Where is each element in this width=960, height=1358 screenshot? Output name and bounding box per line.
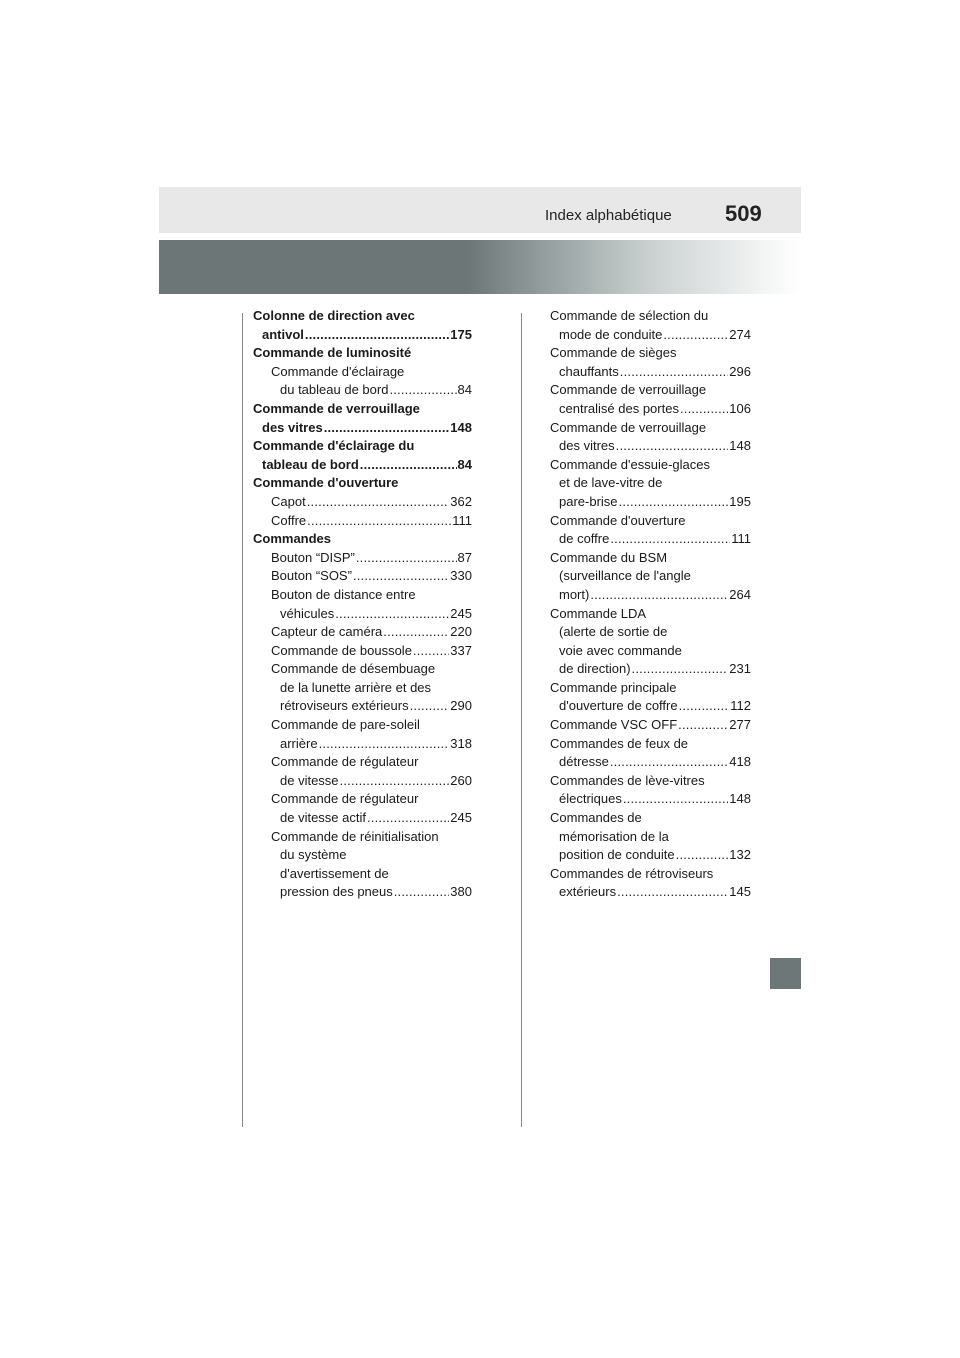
index-entry bbox=[550, 697, 751, 716]
dot-leader bbox=[353, 567, 449, 586]
index-entry bbox=[253, 456, 472, 475]
entry-text: Commandes bbox=[253, 531, 332, 547]
entry-text: véhicules bbox=[280, 605, 335, 621]
dot-leader bbox=[340, 772, 450, 791]
entry-page-number: 175 bbox=[450, 326, 472, 342]
dot-leader bbox=[307, 512, 451, 531]
dot-leader bbox=[383, 623, 449, 642]
entry-text: Commande du BSM bbox=[550, 549, 668, 565]
entry-text: Commandes de rétroviseurs bbox=[550, 865, 714, 881]
entry-text: voie avec commande bbox=[559, 642, 682, 658]
index-entry bbox=[550, 716, 751, 735]
dot-leader bbox=[617, 883, 728, 902]
entry-page-number: 148 bbox=[729, 791, 751, 807]
entry-text: Commandes de feux de bbox=[550, 735, 689, 751]
entry-text: Bouton de distance entre bbox=[271, 586, 416, 602]
entry-text: Commande LDA bbox=[550, 605, 647, 621]
entry-page-number: 277 bbox=[729, 717, 751, 733]
entry-page-number: 337 bbox=[450, 642, 472, 658]
page-number: 509 bbox=[725, 201, 762, 226]
index-entry bbox=[253, 419, 472, 438]
index-entry bbox=[253, 679, 472, 698]
entry-page-number: 296 bbox=[729, 363, 751, 379]
entry-text: tableau de bord bbox=[262, 456, 359, 472]
index-entry bbox=[550, 865, 751, 884]
entry-text: Commande de verrouillage bbox=[550, 382, 707, 398]
entry-text: du système bbox=[280, 847, 347, 863]
dot-leader bbox=[680, 400, 728, 419]
index-entry bbox=[550, 605, 751, 624]
index-column-right bbox=[550, 307, 751, 902]
entry-text: d'avertissement de bbox=[280, 865, 389, 881]
index-entry bbox=[253, 474, 472, 493]
index-entry bbox=[253, 790, 472, 809]
entry-text: Commandes de lève-vitres bbox=[550, 772, 705, 788]
entry-text: Colonne de direction avec bbox=[253, 308, 415, 323]
entry-text: rétroviseurs extérieurs bbox=[280, 698, 409, 714]
entry-text: de direction) bbox=[559, 661, 631, 677]
index-entry bbox=[550, 586, 751, 605]
index-entry bbox=[550, 567, 751, 586]
entry-page-number: 84 bbox=[457, 382, 472, 398]
index-entry bbox=[550, 679, 751, 698]
entry-page-number: 111 bbox=[452, 512, 472, 528]
entry-text: Commande d'ouverture bbox=[253, 475, 399, 491]
index-entry bbox=[253, 642, 472, 661]
index-entry bbox=[253, 697, 472, 716]
entry-text: du tableau de bord bbox=[280, 382, 389, 398]
entry-page-number: 245 bbox=[450, 605, 472, 621]
dot-leader bbox=[360, 456, 457, 475]
index-entry bbox=[253, 846, 472, 865]
index-entry bbox=[253, 809, 472, 828]
index-entry bbox=[253, 772, 472, 791]
entry-page-number: 264 bbox=[729, 586, 751, 602]
entry-text: mémorisation de la bbox=[559, 828, 669, 844]
index-entry bbox=[253, 530, 472, 549]
entry-text: Bouton “DISP” bbox=[271, 549, 355, 565]
entry-text: Commande d'éclairage du bbox=[253, 438, 415, 454]
index-entry bbox=[550, 846, 751, 865]
entry-page-number: 148 bbox=[450, 419, 472, 435]
entry-text: mode de conduite bbox=[559, 326, 663, 342]
entry-page-number: 112 bbox=[730, 698, 751, 714]
dot-leader bbox=[676, 846, 729, 865]
entry-page-number: 418 bbox=[729, 754, 751, 770]
section-thumb-tab bbox=[770, 958, 801, 989]
entry-page-number: 87 bbox=[457, 549, 472, 565]
index-entry bbox=[253, 883, 472, 902]
index-column-left bbox=[253, 307, 472, 902]
dot-leader bbox=[620, 363, 729, 382]
entry-text: détresse bbox=[559, 754, 609, 770]
index-entry bbox=[253, 623, 472, 642]
index-entry bbox=[550, 326, 751, 345]
entry-text: mort) bbox=[559, 586, 590, 602]
entry-page-number: 220 bbox=[450, 624, 472, 640]
entry-page-number: 111 bbox=[731, 531, 751, 547]
entry-text: chauffants bbox=[559, 363, 619, 379]
entry-text: centralisé des portes bbox=[559, 400, 679, 416]
entry-text: Commande de luminosité bbox=[253, 345, 412, 361]
index-entry bbox=[253, 828, 472, 847]
entry-text: Commande de sièges bbox=[550, 345, 677, 361]
entry-text: Capteur de caméra bbox=[271, 624, 383, 640]
index-entry bbox=[253, 753, 472, 772]
dot-leader bbox=[590, 586, 728, 605]
entry-text: Commande de régulateur bbox=[271, 754, 419, 770]
entry-text: Bouton “SOS” bbox=[271, 568, 352, 584]
dot-leader bbox=[319, 735, 450, 754]
dot-leader bbox=[307, 493, 450, 512]
index-entry bbox=[550, 419, 751, 438]
header-band bbox=[159, 187, 801, 233]
index-entry bbox=[550, 549, 751, 568]
entry-text: pression des pneus bbox=[280, 884, 393, 900]
dot-leader bbox=[356, 549, 457, 568]
index-entry bbox=[550, 307, 751, 326]
index-entry bbox=[550, 456, 751, 475]
index-entry bbox=[550, 512, 751, 531]
entry-text: Commandes de bbox=[550, 810, 642, 826]
column-divider-middle bbox=[521, 313, 522, 1127]
entry-page-number: 260 bbox=[450, 772, 472, 788]
entry-text: de la lunette arrière et des bbox=[280, 679, 432, 695]
dot-leader bbox=[305, 326, 449, 345]
page-title: Index alphabétique bbox=[545, 207, 672, 224]
index-entry bbox=[550, 474, 751, 493]
dot-leader bbox=[335, 605, 449, 624]
index-entry bbox=[253, 493, 472, 512]
entry-page-number: 145 bbox=[729, 884, 751, 900]
index-entry bbox=[550, 493, 751, 512]
entry-text: Commande VSC OFF bbox=[550, 717, 678, 733]
index-entry bbox=[253, 437, 472, 456]
entry-page-number: 148 bbox=[729, 438, 751, 454]
index-entry bbox=[550, 772, 751, 791]
index-entry bbox=[253, 344, 472, 363]
dot-leader bbox=[619, 493, 729, 512]
entry-text: Capot bbox=[271, 493, 306, 509]
entry-text: et de lave-vitre de bbox=[559, 475, 663, 491]
entry-text: Commande de réinitialisation bbox=[271, 828, 439, 844]
entry-page-number: 106 bbox=[729, 400, 751, 416]
index-entry bbox=[253, 865, 472, 884]
header-gradient-band bbox=[159, 240, 801, 294]
index-entry bbox=[550, 809, 751, 828]
dot-leader bbox=[632, 660, 729, 679]
index-entry bbox=[253, 326, 472, 345]
dot-leader bbox=[394, 883, 450, 902]
dot-leader bbox=[679, 697, 730, 716]
dot-leader bbox=[610, 530, 730, 549]
entry-text: Commande de verrouillage bbox=[253, 400, 420, 416]
entry-text: (surveillance de l'angle bbox=[559, 568, 691, 584]
dot-leader bbox=[324, 419, 450, 438]
index-entry bbox=[550, 790, 751, 809]
index-entry bbox=[253, 735, 472, 754]
entry-text: Commande d'éclairage bbox=[271, 363, 405, 379]
entry-text: de coffre bbox=[559, 531, 610, 547]
index-entry bbox=[550, 735, 751, 754]
index-entry bbox=[253, 660, 472, 679]
index-entry bbox=[550, 828, 751, 847]
dot-leader bbox=[610, 753, 728, 772]
entry-text: des vitres bbox=[262, 419, 323, 435]
index-entry bbox=[253, 567, 472, 586]
entry-page-number: 132 bbox=[729, 847, 751, 863]
index-entry bbox=[253, 586, 472, 605]
dot-leader bbox=[410, 697, 450, 716]
entry-text: pare-brise bbox=[559, 493, 618, 509]
index-entry bbox=[550, 623, 751, 642]
column-divider-left bbox=[242, 313, 243, 1127]
entry-text: d'ouverture de coffre bbox=[559, 698, 678, 714]
entry-text: électriques bbox=[559, 791, 622, 807]
entry-page-number: 231 bbox=[729, 661, 751, 677]
entry-text: Commande de verrouillage bbox=[550, 419, 707, 435]
entry-text: Commande de régulateur bbox=[271, 791, 419, 807]
entry-page-number: 274 bbox=[729, 326, 751, 342]
index-entry bbox=[550, 381, 751, 400]
dot-leader bbox=[616, 437, 729, 456]
entry-page-number: 290 bbox=[450, 698, 472, 714]
entry-text: Commande d'ouverture bbox=[550, 512, 686, 528]
entry-page-number: 84 bbox=[457, 456, 472, 472]
entry-page-number: 380 bbox=[450, 884, 472, 900]
dot-leader bbox=[663, 326, 728, 345]
entry-text: Commande de pare-soleil bbox=[271, 717, 420, 733]
index-entry bbox=[550, 400, 751, 419]
index-entry bbox=[550, 753, 751, 772]
entry-text: arrière bbox=[280, 735, 318, 751]
entry-page-number: 330 bbox=[450, 568, 472, 584]
index-entry bbox=[550, 344, 751, 363]
index-entry bbox=[550, 883, 751, 902]
index-entry bbox=[253, 549, 472, 568]
dot-leader bbox=[623, 790, 728, 809]
index-entry bbox=[253, 400, 472, 419]
entry-text: Coffre bbox=[271, 512, 307, 528]
dot-leader bbox=[367, 809, 449, 828]
dot-leader bbox=[389, 381, 456, 400]
entry-text: Commande d'essuie-glaces bbox=[550, 456, 711, 472]
entry-text: de vitesse bbox=[280, 772, 339, 788]
entry-text: Commande principale bbox=[550, 679, 677, 695]
index-entry bbox=[253, 716, 472, 735]
entry-text: position de conduite bbox=[559, 847, 675, 863]
entry-page-number: 245 bbox=[450, 810, 472, 826]
index-entry bbox=[253, 381, 472, 400]
entry-text: des vitres bbox=[559, 438, 615, 454]
index-entry bbox=[253, 605, 472, 624]
entry-text: Commande de désembuage bbox=[271, 661, 436, 677]
dot-leader bbox=[678, 716, 728, 735]
index-entry bbox=[550, 660, 751, 679]
index-entry bbox=[253, 363, 472, 382]
entry-page-number: 195 bbox=[729, 493, 751, 509]
entry-page-number: 318 bbox=[450, 735, 472, 751]
index-entry bbox=[550, 530, 751, 549]
entry-page-number: 362 bbox=[450, 493, 472, 509]
entry-text: Commande de boussole bbox=[271, 642, 412, 658]
index-entry bbox=[550, 363, 751, 382]
entry-text: (alerte de sortie de bbox=[559, 624, 668, 640]
index-entry bbox=[550, 642, 751, 661]
entry-text: de vitesse actif bbox=[280, 810, 366, 826]
index-entry bbox=[550, 437, 751, 456]
dot-leader bbox=[413, 642, 449, 661]
entry-text: Commande de sélection du bbox=[550, 308, 709, 323]
index-entry bbox=[253, 307, 472, 326]
index-entry bbox=[253, 512, 472, 531]
entry-text: antivol bbox=[262, 326, 304, 342]
entry-text: extérieurs bbox=[559, 884, 617, 900]
